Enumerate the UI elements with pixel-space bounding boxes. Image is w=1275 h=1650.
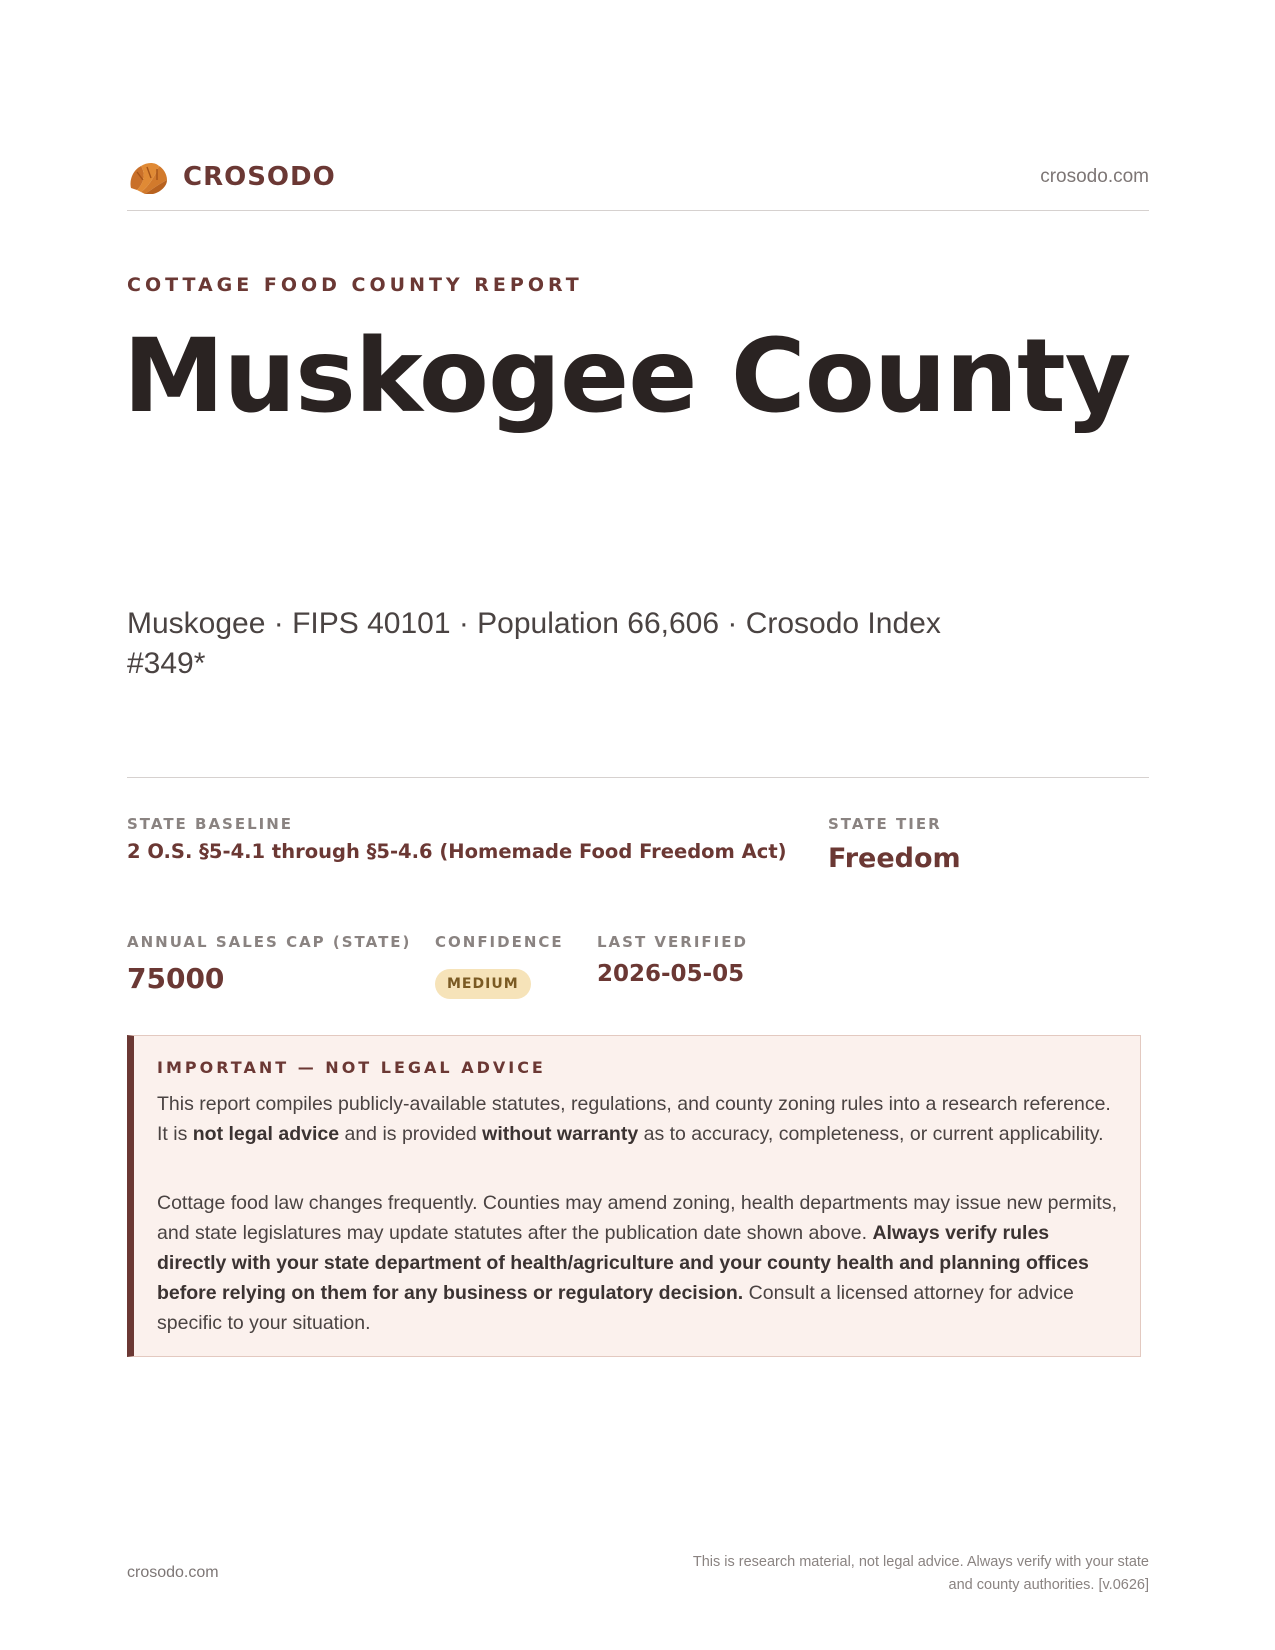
footer-site-url[interactable]: crosodo.com [127,1564,219,1581]
report-eyebrow: COTTAGE FOOD COUNTY REPORT [127,274,583,296]
footer-disclaimer [589,1551,1149,1597]
state-baseline-label: STATE BASELINE [127,815,294,833]
emphasis-without-warranty: without warranty [482,1123,639,1145]
site-url-link[interactable]: crosodo.com [1040,166,1149,187]
brand [127,158,336,196]
notice-heading: IMPORTANT — NOT LEGAL ADVICE [157,1058,546,1077]
report-page [123,0,1149,1650]
confidence-badge: MEDIUM [435,969,531,999]
header-divider [127,210,1149,211]
county-summary: Muskogee · FIPS 40101 · Population 66,606 · Crosodo Index #349* [127,607,941,680]
emphasis-not-legal-advice: not legal advice [192,1123,340,1145]
page-header [127,158,1149,208]
state-baseline-value: 2 O.S. §5-4.1 through §5-4.6 (Homemade Food Freedom Act) [127,840,787,863]
last-verified-label: LAST VERIFIED [597,933,748,951]
section-divider [127,777,1149,778]
page-title: Muskogee County [123,317,1131,436]
croissant-icon [127,158,169,196]
sales-cap-label: ANNUAL SALES CAP (STATE) [127,933,412,951]
footer-disclaimer-line-2: and county authorities. [v.0626] [948,1577,1149,1593]
legal-notice [127,1035,1141,1357]
last-verified-value: 2026-05-05 [597,961,745,987]
notice-paragraph-2: Cottage food law changes frequently. Counties may amend zoning, health departments may issue new permits, and state legislatures may update statutes after the publication date shown above. Always verify rules directly with your state department of health/agriculture and your county health and planning offices before relying on them for any business or regulatory decision. Consult a licensed attorney for advice specific to your situation. [157,1192,1117,1334]
sales-cap-value: 75000 [127,962,225,995]
state-tier-label: STATE TIER [828,815,942,833]
footer-disclaimer-line-1: This is research material, not legal advice. Always verify with your state [692,1554,1149,1570]
state-tier-value: Freedom [828,843,961,874]
notice-paragraph-1: This report compiles publicly-available statutes, regulations, and county zoning rules into a research reference. It is not legal advice and is provided without warranty as to accuracy, completeness, or current applicability. [157,1093,1111,1145]
confidence-label: CONFIDENCE [435,933,564,951]
brand-name: CROSODO [183,162,336,192]
emphasis-verify-rules: Always verify rules directly with your state department of health/agriculture and your county health and planning offices before relying on them for any business or regulatory decision. [157,1222,1089,1304]
